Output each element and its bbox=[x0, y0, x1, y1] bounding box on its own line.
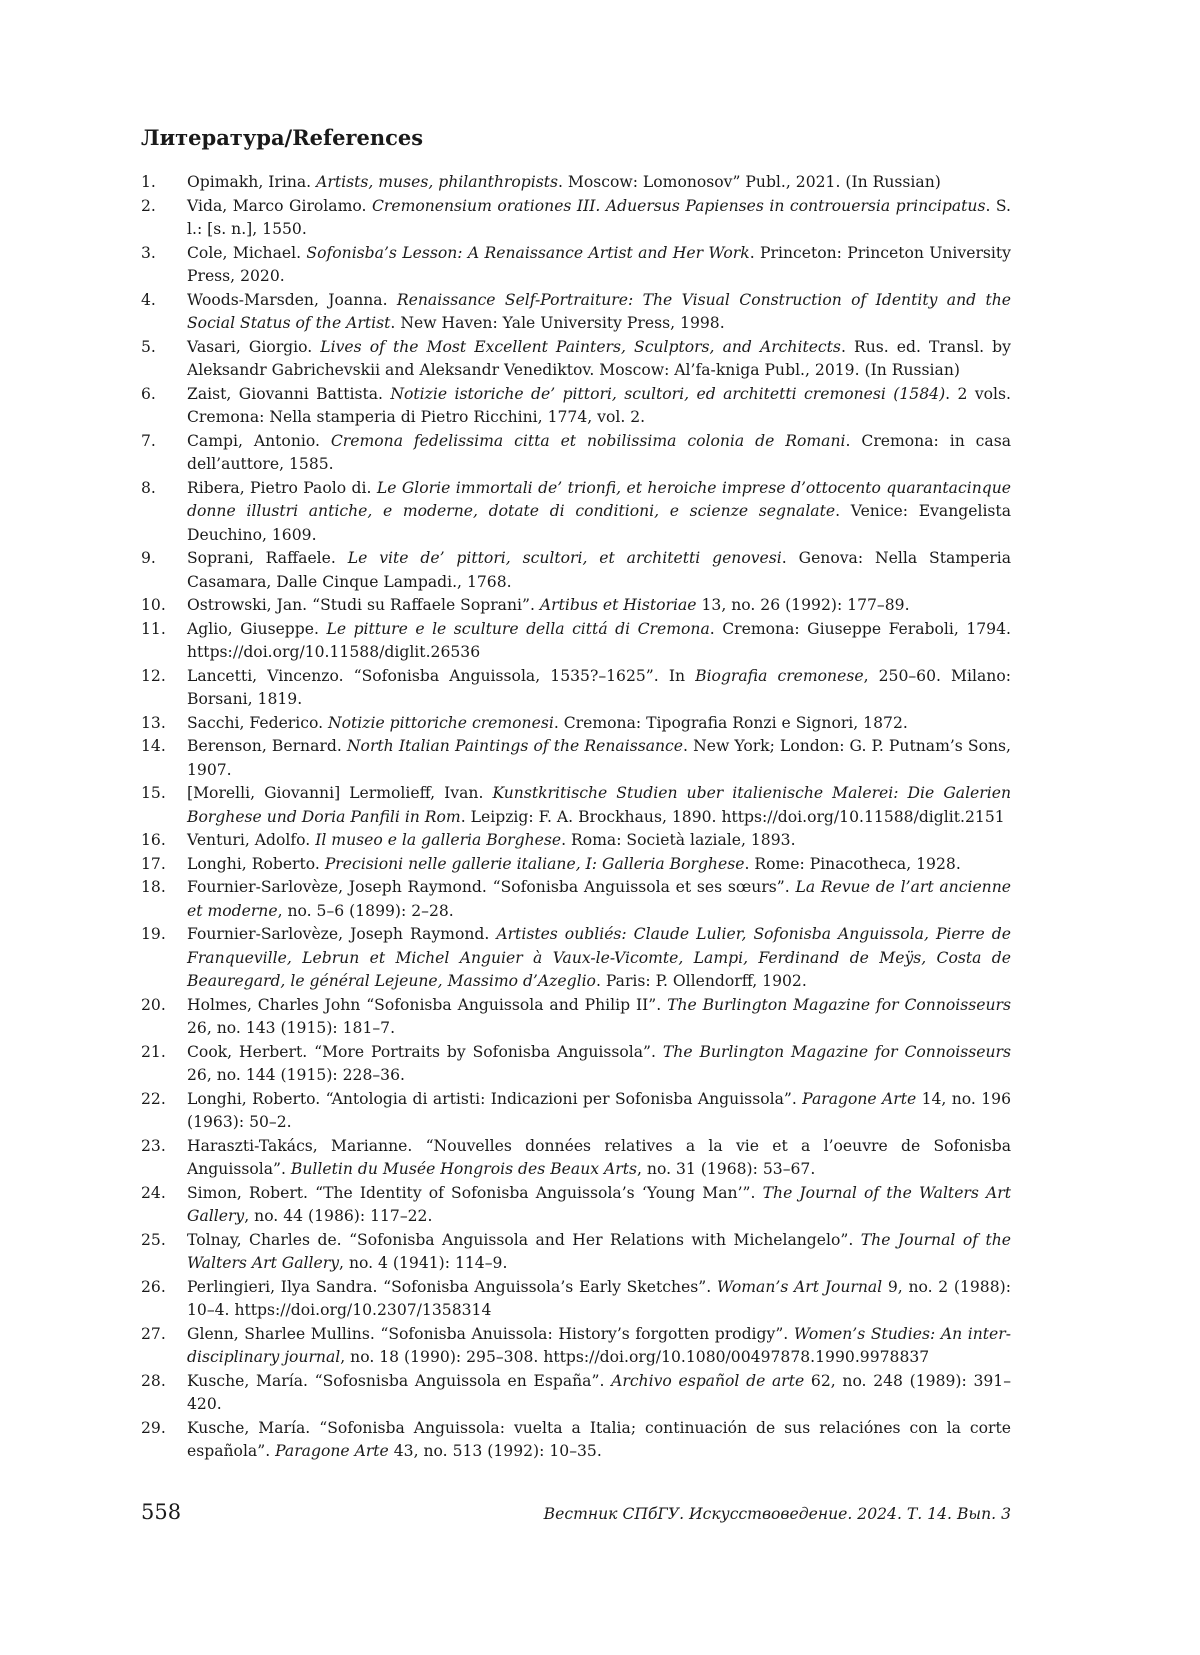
reference-title: Notizie pittoriche cremonesi bbox=[328, 713, 554, 732]
reference-item bbox=[141, 923, 1011, 994]
reference-text-segment: [Morelli, Giovanni] Lermolieff, Ivan. bbox=[187, 784, 493, 802]
reference-number: 17. bbox=[141, 854, 166, 873]
reference-text-segment: 26, no. 143 (1915): 181–7. bbox=[187, 1019, 396, 1037]
reference-text-segment: . Paris: P. Ollendorff, 1902. bbox=[595, 972, 807, 990]
reference-item bbox=[141, 876, 1011, 923]
reference-text-segment: . Roma: Società laziale, 1893. bbox=[561, 831, 796, 849]
reference-text bbox=[187, 665, 1011, 712]
reference-number: 3. bbox=[141, 243, 156, 262]
reference-text-segment: . 2 vols. Cremona: Nella stamperia di Pietro Ricchini, 1774, vol. 2. bbox=[187, 384, 1011, 426]
reference-title: Cremonensium orationes III. Aduersus Papienses in controuersia principatus bbox=[371, 196, 986, 215]
reference-item bbox=[141, 1370, 1011, 1417]
reference-text bbox=[187, 289, 1011, 336]
reference-title: Artists, muses, philanthropists bbox=[316, 173, 558, 191]
reference-item bbox=[141, 735, 1011, 782]
reference-number: 21. bbox=[141, 1042, 166, 1061]
reference-text-segment: Longhi, Roberto. “Antologia di artisti: Indicazioni per Sofonisba Anguissola”. bbox=[187, 1089, 803, 1108]
reference-text-segment: . New York; London: G. P. Putnam’s Sons, 1907. bbox=[187, 737, 1011, 779]
reference-text-segment: Aglio, Giuseppe. bbox=[187, 619, 327, 638]
reference-number: 11. bbox=[141, 619, 166, 638]
reference-text-segment: , no. 4 (1941): 114–9. bbox=[339, 1254, 508, 1272]
reference-title: Women’s Studies: An inter-disciplinary journal bbox=[187, 1324, 1011, 1366]
reference-text-segment: . Venice: Evangelista Deuchino, 1609. bbox=[187, 502, 1011, 544]
reference-text-segment: Kusche, María. “Sofonisba Anguissola: vuelta a Italia; continuación de sus relaciónes con la corte española”. bbox=[187, 1418, 1011, 1460]
reference-title: Paragone Arte bbox=[802, 1089, 917, 1108]
reference-text-segment: 62, no. 248 (1989): 391–420. bbox=[187, 1371, 1012, 1413]
reference-item bbox=[141, 336, 1011, 383]
reference-title: The Journal of the Walters Art Gallery bbox=[187, 1230, 1011, 1272]
reference-text bbox=[187, 336, 1011, 383]
reference-text-segment: Campi, Antonio. bbox=[187, 431, 331, 450]
reference-title: The Burlington Magazine for Connoisseurs bbox=[662, 1042, 1011, 1061]
reference-title: Paragone Arte bbox=[275, 1442, 389, 1460]
reference-text-segment: Zaist, Giovanni Battista. bbox=[187, 384, 391, 403]
reference-item bbox=[141, 1041, 1011, 1088]
reference-text bbox=[187, 547, 1011, 594]
reference-text bbox=[187, 735, 1011, 782]
reference-text-segment: Berenson, Bernard. bbox=[187, 737, 347, 755]
reference-title: Notizie istoriche de’ pittori, scultori, ed architetti cremonesi (1584) bbox=[390, 384, 946, 403]
reference-number: 18. bbox=[141, 878, 166, 896]
reference-number: 10. bbox=[141, 596, 166, 614]
reference-title: The Burlington Magazine for Connoisseurs bbox=[667, 995, 1011, 1014]
reference-item bbox=[141, 1323, 1011, 1370]
reference-title: Cremona fedelissima citta et nobilissima colonia de Romani bbox=[330, 431, 846, 450]
reference-text-segment: Cook, Herbert. “More Portraits by Sofonisba Anguissola”. bbox=[187, 1042, 663, 1061]
reference-item bbox=[141, 1088, 1011, 1135]
reference-text-segment: , no. 31 (1968): 53–67. bbox=[637, 1160, 816, 1178]
reference-text bbox=[187, 1229, 1011, 1276]
journal-running-title: Вестник СПбГУ. Искусствоведение. 2024. Т. 14. Вып. 3 bbox=[543, 1505, 1011, 1523]
reference-text bbox=[187, 594, 1011, 618]
reference-text-segment: Haraszti-Takács, Marianne. “Nouvelles données relatives a la vie et a l’oeuvre de Sofonisba Anguissola”. bbox=[187, 1136, 1011, 1178]
reference-text bbox=[187, 829, 1011, 853]
reference-item bbox=[141, 665, 1011, 712]
reference-text-segment: . S. l.: [s. n.], 1550. bbox=[187, 196, 1011, 238]
reference-item bbox=[141, 1182, 1011, 1229]
reference-number: 29. bbox=[141, 1418, 166, 1437]
references-heading: Литература/References bbox=[141, 125, 424, 150]
page-footer bbox=[141, 1500, 1011, 1524]
reference-text-segment: Fournier-Sarlovèze, Joseph Raymond. bbox=[187, 925, 497, 943]
reference-text bbox=[187, 1276, 1011, 1323]
reference-text-segment: Glenn, Sharlee Mullins. “Sofonisba Anuissola: History’s forgotten prodigy”. bbox=[187, 1324, 794, 1343]
reference-text-segment: Ribera, Pietro Paolo di. bbox=[187, 478, 377, 497]
reference-title: Le pitture e le sculture della cittá di Cremona bbox=[326, 619, 710, 638]
reference-number: 28. bbox=[141, 1371, 166, 1390]
reference-text bbox=[187, 430, 1011, 477]
reference-text-segment: Kusche, María. “Sofosnisba Anguissola en España”. bbox=[187, 1371, 612, 1390]
reference-title: Il museo e la galleria Borghese bbox=[315, 831, 562, 849]
reference-number: 4. bbox=[141, 290, 156, 309]
reference-number: 13. bbox=[141, 713, 166, 732]
reference-title: Renaissance Self-Portraiture: The Visual Construction of Identity and the Social Status of the Artist bbox=[187, 290, 1011, 332]
reference-text-segment: Soprani, Raffaele. bbox=[187, 549, 348, 567]
reference-item bbox=[141, 853, 1011, 877]
reference-number: 19. bbox=[141, 925, 166, 943]
reference-number: 8. bbox=[141, 478, 156, 497]
reference-text-segment: , 250–60. Milano: Borsani, 1819. bbox=[187, 666, 1011, 708]
reference-text-segment: Vida, Marco Girolamo. bbox=[187, 196, 372, 215]
reference-text bbox=[187, 923, 1011, 994]
reference-text-segment: . Rus. ed. Transl. by Aleksandr Gabrichevskii and Aleksandr Venediktov. Moscow: Al’fa-kniga Publ., 2019. (In Russian) bbox=[187, 337, 1011, 379]
reference-number: 27. bbox=[141, 1324, 166, 1343]
reference-number: 20. bbox=[141, 995, 166, 1014]
reference-title: The Journal of the Walters Art Gallery bbox=[187, 1183, 1011, 1225]
reference-text-segment: Ostrowski, Jan. “Studi su Raffaele Soprani”. bbox=[187, 596, 540, 614]
reference-text-segment: Sacchi, Federico. bbox=[187, 713, 328, 732]
reference-text bbox=[187, 195, 1011, 242]
reference-item bbox=[141, 430, 1011, 477]
reference-item bbox=[141, 1417, 1011, 1464]
reference-item bbox=[141, 1229, 1011, 1276]
reference-text bbox=[187, 1041, 1011, 1088]
reference-text-segment: 14, no. 196 (1963): 50–2. bbox=[187, 1089, 1011, 1131]
reference-item bbox=[141, 195, 1011, 242]
reference-number: 12. bbox=[141, 666, 166, 685]
reference-number: 5. bbox=[141, 337, 156, 356]
reference-text-segment: Holmes, Charles John “Sofonisba Anguissola and Philip II”. bbox=[187, 995, 668, 1014]
reference-item bbox=[141, 1135, 1011, 1182]
reference-number: 22. bbox=[141, 1089, 166, 1108]
reference-text-segment: 9, no. 2 (1988): 10–4. https://doi.org/10.2307/1358314 bbox=[187, 1277, 1011, 1319]
reference-number: 2. bbox=[141, 196, 156, 215]
reference-text-segment: . New Haven: Yale University Press, 1998. bbox=[390, 314, 725, 332]
references-list bbox=[141, 171, 1011, 1464]
reference-text-segment: . Princeton: Princeton University Press, 2020. bbox=[187, 243, 1011, 285]
reference-text-segment: Cole, Michael. bbox=[187, 243, 307, 262]
reference-text bbox=[187, 1088, 1011, 1135]
reference-title: Bulletin du Musée Hongrois des Beaux Arts bbox=[290, 1160, 637, 1178]
reference-text bbox=[187, 782, 1011, 829]
reference-text-segment: . Cremona: Tipografia Ronzi e Signori, 1872. bbox=[553, 713, 908, 732]
reference-text-segment: . Moscow: Lomonosov” Publ., 2021. (In Russian) bbox=[557, 173, 941, 191]
reference-text bbox=[187, 1417, 1011, 1464]
reference-text-segment: 26, no. 144 (1915): 228–36. bbox=[187, 1066, 405, 1084]
reference-number: 15. bbox=[141, 784, 166, 802]
reference-number: 1. bbox=[141, 173, 156, 191]
reference-title: North Italian Paintings of the Renaissance bbox=[346, 737, 683, 755]
reference-title: Le vite de’ pittori, scultori, et architetti genovesi bbox=[347, 549, 782, 567]
reference-item bbox=[141, 289, 1011, 336]
reference-text bbox=[187, 876, 1011, 923]
reference-text-segment: . Leipzig: F. A. Brockhaus, 1890. https://doi.org/10.11588/diglit.2151 bbox=[460, 807, 1005, 826]
reference-text-segment: Lancetti, Vincenzo. “Sofonisba Anguissola, 1535?–1625”. In bbox=[187, 666, 696, 685]
reference-title: Precisioni nelle gallerie italiane, I: Galleria Borghese bbox=[324, 854, 745, 873]
reference-text-segment: 13, no. 26 (1992): 177–89. bbox=[696, 596, 910, 614]
page-number: 558 bbox=[141, 1500, 182, 1524]
reference-text bbox=[187, 242, 1011, 289]
reference-item bbox=[141, 383, 1011, 430]
reference-number: 6. bbox=[141, 384, 156, 403]
reference-text-segment: , no. 44 (1986): 117–22. bbox=[244, 1207, 433, 1225]
reference-title: Kunstkritische Studien uber italienische Malerei: Die Galerien Borghese und Doria Panfili in Rom bbox=[187, 784, 1011, 826]
reference-item bbox=[141, 994, 1011, 1041]
reference-text-segment: Vasari, Giorgio. bbox=[187, 337, 321, 356]
reference-text bbox=[187, 712, 1011, 736]
reference-item bbox=[141, 171, 1011, 195]
reference-number: 16. bbox=[141, 831, 166, 849]
reference-item bbox=[141, 712, 1011, 736]
reference-text-segment: Venturi, Adolfo. bbox=[187, 831, 316, 849]
reference-number: 7. bbox=[141, 431, 156, 450]
reference-text bbox=[187, 618, 1011, 665]
reference-text-segment: Opimakh, Irina. bbox=[187, 173, 317, 191]
reference-text bbox=[187, 1370, 1011, 1417]
reference-text-segment: , no. 5–6 (1899): 2–28. bbox=[277, 901, 454, 920]
reference-text bbox=[187, 994, 1011, 1041]
reference-text bbox=[187, 853, 1011, 877]
reference-text bbox=[187, 477, 1011, 548]
reference-text-segment: Tolnay, Charles de. “Sofonisba Anguissola and Her Relations with Michelangelo”. bbox=[187, 1230, 861, 1249]
reference-title: Biografia cremonese bbox=[695, 666, 864, 685]
reference-title: Artibus et Historiae bbox=[539, 596, 697, 614]
reference-title: Le Glorie immortali de’ trionfi, et heroiche imprese d’ottocento quarantacinque donne illustri antiche, e moderne, dotate di conditioni, e scienze segnalate bbox=[187, 478, 1011, 520]
reference-text bbox=[187, 171, 1011, 195]
reference-item bbox=[141, 618, 1011, 665]
reference-text-segment: Perlingieri, Ilya Sandra. “Sofonisba Anguissola’s Early Sketches”. bbox=[187, 1277, 717, 1296]
reference-number: 14. bbox=[141, 737, 166, 755]
reference-text-segment: . Genova: Nella Stamperia Casamara, Dalle Cinque Lampadi., 1768. bbox=[187, 549, 1011, 591]
reference-title: Archivo español de arte bbox=[611, 1371, 805, 1390]
reference-text-segment: . Cremona: in casa dell’auttore, 1585. bbox=[187, 431, 1011, 473]
reference-title: Sofonisba’s Lesson: A Renaissance Artist and Her Work bbox=[306, 243, 750, 262]
reference-text bbox=[187, 1323, 1011, 1370]
reference-item bbox=[141, 782, 1011, 829]
reference-text-segment: Woods-Marsden, Joanna. bbox=[187, 290, 397, 309]
reference-number: 25. bbox=[141, 1230, 166, 1249]
reference-text bbox=[187, 1182, 1011, 1229]
reference-number: 24. bbox=[141, 1183, 166, 1202]
reference-text-segment: , no. 18 (1990): 295–308. https://doi.org/10.1080/00497878.1990.9978837 bbox=[340, 1348, 930, 1366]
reference-item bbox=[141, 1276, 1011, 1323]
reference-text-segment: . Rome: Pinacotheca, 1928. bbox=[744, 854, 961, 873]
reference-item bbox=[141, 594, 1011, 618]
reference-number: 9. bbox=[141, 549, 156, 567]
reference-title: Artistes oubliés: Claude Lulier, Sofonisba Anguissola, Pierre de Franqueville, Lebrun et Michel Anguier à Vaux-le-Vicomte, Lampi, Ferdinand de Meÿs, Costa de Beauregard, le général Lejeune, Massimo d’Azeglio bbox=[187, 925, 1011, 990]
reference-text-segment: Fournier-Sarlovèze, Joseph Raymond. “Sofonisba Anguissola et ses sœurs”. bbox=[187, 878, 796, 896]
reference-text bbox=[187, 383, 1011, 430]
reference-number: 26. bbox=[141, 1277, 166, 1296]
reference-item bbox=[141, 242, 1011, 289]
reference-text-segment: Longhi, Roberto. bbox=[187, 854, 325, 873]
reference-item bbox=[141, 547, 1011, 594]
reference-text-segment: 43, no. 513 (1992): 10–35. bbox=[388, 1442, 602, 1460]
reference-item bbox=[141, 477, 1011, 548]
reference-text bbox=[187, 1135, 1011, 1182]
reference-title: La Revue de l’art ancienne et moderne bbox=[187, 878, 1011, 920]
reference-title: Lives of the Most Excellent Painters, Sculptors, and Architects bbox=[320, 337, 841, 356]
reference-text-segment: . Cremona: Giuseppe Feraboli, 1794. https://doi.org/10.11588/diglit.26536 bbox=[187, 619, 1011, 661]
reference-title: Woman’s Art Journal bbox=[716, 1277, 883, 1296]
reference-number: 23. bbox=[141, 1136, 166, 1155]
reference-item bbox=[141, 829, 1011, 853]
reference-text-segment: Simon, Robert. “The Identity of Sofonisba Anguissola’s ‘Young Man’”. bbox=[187, 1183, 763, 1202]
